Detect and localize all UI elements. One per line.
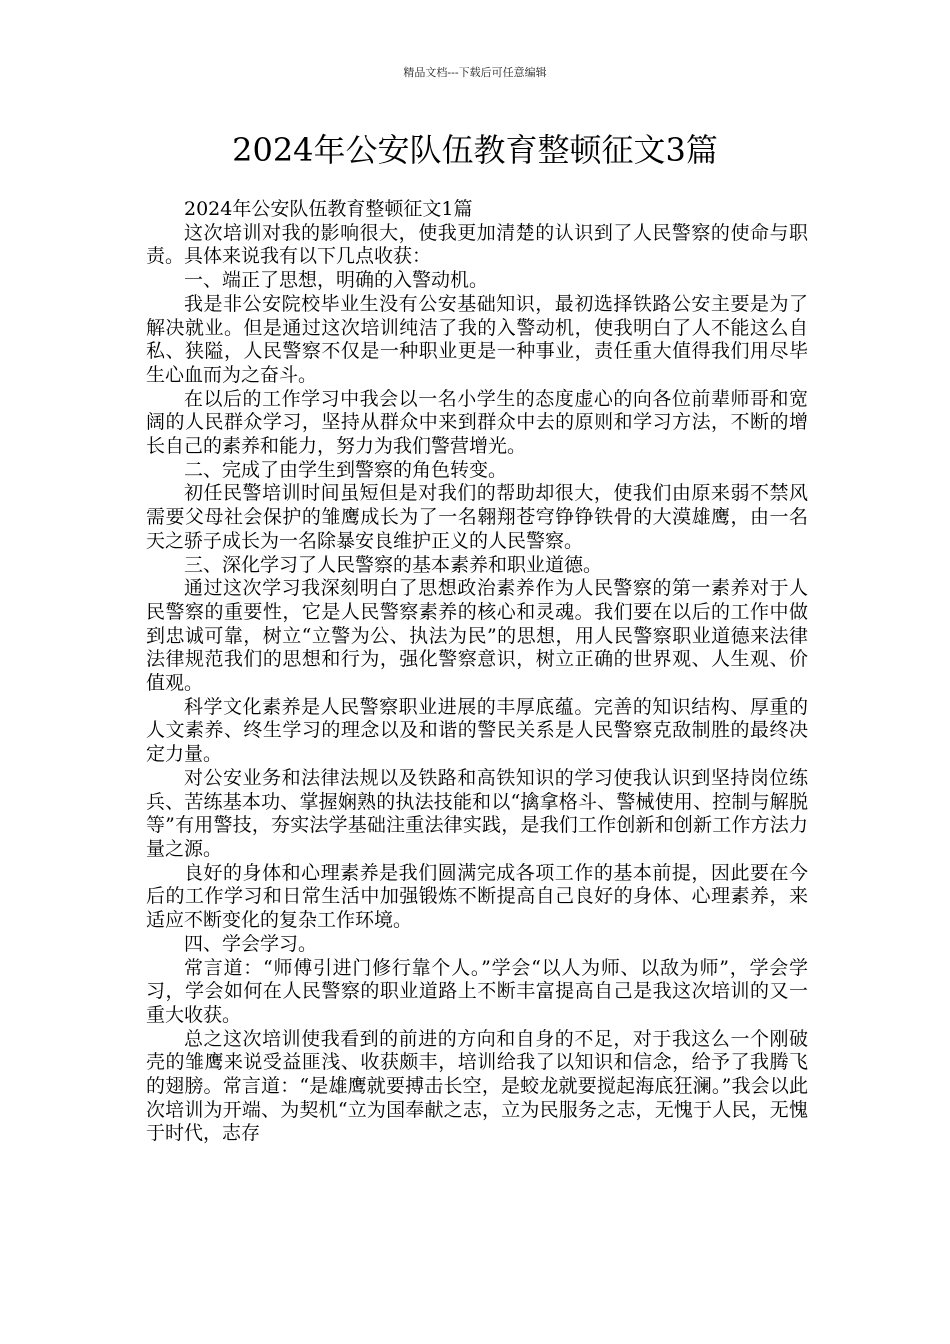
section-heading-4: 四、学会学习。 [184,932,318,955]
body-paragraph: 常言道：“师傅引进门修行靠个人。”学会“以人为师、以敌为师”，学会学习，学会如何在人民警察的职业道路上不断丰富提高自己是我这次培训的又一重大收获。 [146,956,808,1026]
section-heading-3: 三、深化学习了人民警察的基本素养和职业道德。 [184,553,603,576]
body-paragraph: 良好的身体和心理素养是我们圆满完成各项工作的基本前提，因此要在今后的工作学习和日常生活中加强锻炼不断提高自己良好的身体、心理素养，来适应不断变化的复杂工作环境。 [146,861,808,932]
document-body [146,198,808,1146]
section-heading-2: 二、完成了由学生到警察的角色转变。 [184,458,508,481]
section-heading-1: 一、端正了思想，明确的入警动机。 [184,269,489,292]
body-paragraph: 通过这次学习我深刻明白了思想政治素养作为人民警察的第一素养对于人民警察的重要性，它是人民警察素养的核心和灵魂。我们要在以后的工作中做到忠诚可靠，树立“立警为公、执法为民”的思想，用人民警察职业道德来法律法律规范我们的思想和行为，强化警察意识，树立正确的世界观、人生观、价值观。 [146,577,808,695]
section-heading-essay-1: 2024年公安队伍教育整顿征文1篇 [184,198,473,220]
body-paragraph: 这次培训对我的影响很大，使我更加清楚的认识到了人民警察的使命与职责。具体来说我有以下几点收获： [146,221,808,268]
body-paragraph: 科学文化素养是人民警察职业进展的丰厚底蕴。完善的知识结构、厚重的人文素养、终生学习的理念以及和谐的警民关系是人民警察克敌制胜的最终决定力量。 [146,695,808,766]
header-note: 精品文档---下载后可任意编辑 [403,66,547,79]
body-paragraph: 对公安业务和法律法规以及铁路和高铁知识的学习使我认识到坚持岗位练兵、苦练基本功、掌握娴熟的执法技能和以“擒拿格斗、警械使用、控制与解脱等”有用警技，夯实法学基础注重法律实践，是我们工作创新和创新工作方法力量之源。 [146,766,808,860]
body-paragraph: 总之这次培训使我看到的前进的方向和自身的不足，对于我这么一个刚破壳的雏鹰来说受益匪浅、收获颇丰，培训给我了以知识和信念，给予了我腾飞的翅膀。常言道：“是雄鹰就要搏击长空，是蛟龙就要搅起海底狂澜。”我会以此次培训为开端、为契机“立为国奉献之志，立为民服务之志，无愧于人民，无愧于时代，志存 [146,1027,808,1145]
document-title: 2024年公安队伍教育整顿征文3篇 [232,131,718,169]
body-paragraph: 在以后的工作学习中我会以一名小学生的态度虚心的向各位前辈师哥和宽阔的人民群众学习，坚持从群众中来到群众中去的原则和学习方法，不断的增长自己的素养和能力，努力为我们警营增光。 [146,387,808,458]
body-paragraph: 初任民警培训时间虽短但是对我们的帮助却很大，使我们由原来弱不禁风需要父母社会保护的雏鹰成长为了一名翱翔苍穹铮铮铁骨的大漠雄鹰，由一名天之骄子成长为一名除暴安良维护正义的人民警察。 [146,482,808,552]
body-paragraph: 我是非公安院校毕业生没有公安基础知识，最初选择铁路公安主要是为了解决就业。但是通过这次培训纯洁了我的入警动机，使我明白了人不能这么自私、狭隘，人民警察不仅是一种职业更是一种事业，责任重大值得我们用尽毕生心血而为之奋斗。 [146,292,808,386]
